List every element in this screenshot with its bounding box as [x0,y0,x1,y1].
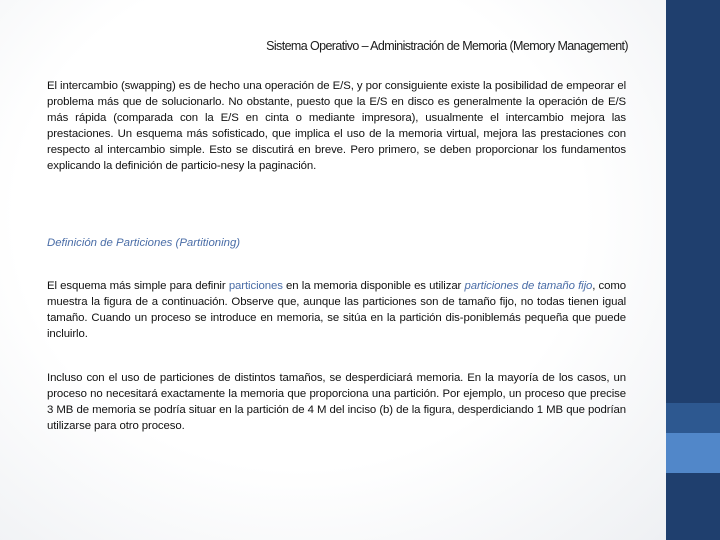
term-particiones-tamano-fijo: particiones de tamaño fijo [464,280,593,292]
paragraph-partitions-text-2: en la memoria disponible es utilizar [282,280,465,292]
section-heading-partitioning: Definición de Particiones (Partitioning) [47,237,241,249]
paragraph-partitions-text-3: , como muestra la figura de a continuación. Observe que, aunque las particiones son de tamaño fijo, no todas tienen igual tamaño. Cuando un proceso se introduce en memoria, se sitúa en la partición dis-poniblemás pequeña que puede incluirlo. [47,280,627,340]
content-area [47,78,626,174]
paragraph-swapping: El intercambio (swapping) es de hecho una operación de E/S, y por consiguiente existe la posibilidad de empeorar el problema más que de solucionarlo. No obstante, puesto que la E/S en disco es generalmente la operación de E/S más rápida (comparada con la E/S en cinta o mediante impresora), usualmente el intercambio mejora las prestaciones. Un esquema más sofisticado, que implica el uso de la memoria virtual, mejora las prestaciones con respecto al intercambio simple. Esto se discutirá en breve. Pero primero, se deben proporcionar los fundamentos explicando la definición de particio-nesy la paginación. [47,80,626,172]
sidebar-block-mid [666,403,720,433]
sidebar-block-light [666,433,720,473]
paragraph-memory-waste: Incluso con el uso de particiones de distintos tamaños, se desperdiciará memoria. En la mayoría de los casos, un proceso no necesitará exactamente la memoria que proporciona una partición. Por ejemplo, un proceso que precise 3 MB de memoria se podría situar en la partición de 4 M del inciso (b) de la figura, desperdiciando 1 MB que podrían utilizarse para otro proceso. [47,372,626,432]
decorative-sidebar [666,0,720,540]
term-particiones: particiones [228,280,283,292]
sidebar-block-top [666,0,720,403]
sidebar-block-bottom [666,473,720,540]
paragraph-partitions-text-1: El esquema más simple para definir [47,280,229,292]
slide-title: Sistema Operativo – Administración de Memoria (Memory Management) [266,39,628,53]
paragraph-partitions [47,278,626,342]
